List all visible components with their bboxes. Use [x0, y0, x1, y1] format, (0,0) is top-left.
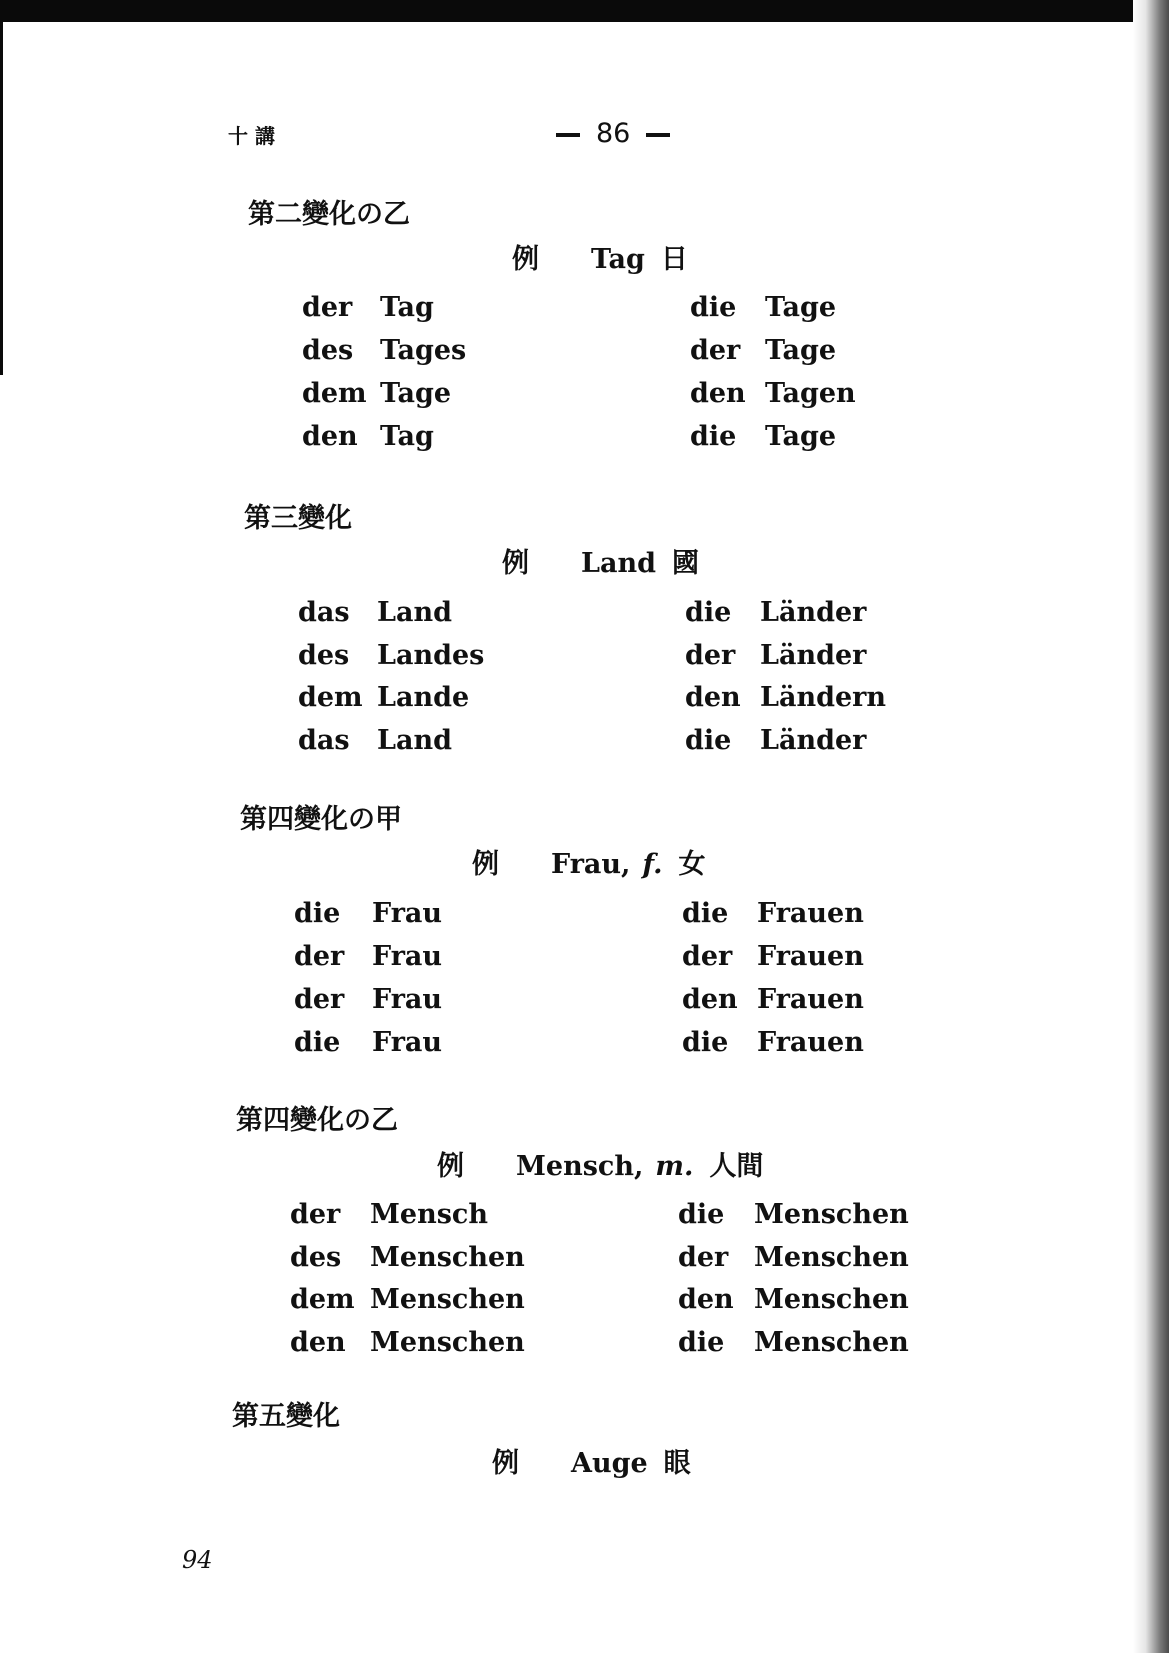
plural-noun: Tagen [765, 378, 856, 409]
plural-noun: Tage [765, 335, 837, 366]
example-word: Tag [591, 244, 645, 275]
singular-article: das [298, 597, 350, 628]
singular-article: dem [298, 682, 363, 713]
singular-noun: Frau [372, 984, 443, 1015]
section-heading: 第四變化の甲 [240, 804, 402, 835]
singular-article: des [298, 640, 350, 671]
dash-left [556, 133, 580, 137]
singular-article: der [294, 984, 345, 1015]
example-meaning: 人間 [709, 1151, 764, 1182]
dash-right [646, 133, 670, 137]
plural-article: die [690, 421, 737, 452]
example-meaning: 眼 [663, 1448, 691, 1479]
plural-noun: Tage [765, 292, 837, 323]
singular-noun: Menschen [370, 1284, 525, 1315]
plural-article: die [685, 725, 732, 756]
plural-noun: Länder [760, 725, 867, 756]
singular-article: des [302, 335, 354, 366]
singular-article: die [294, 1027, 341, 1058]
plural-noun: Menschen [754, 1327, 909, 1358]
plural-article: den [682, 984, 738, 1015]
example-label: 例 [437, 1151, 464, 1182]
singular-noun: Menschen [370, 1242, 525, 1273]
singular-noun: Lande [377, 682, 470, 713]
plural-noun: Frauen [757, 941, 864, 972]
example-meaning: 國 [672, 548, 699, 579]
singular-article: der [302, 292, 353, 323]
plural-article: die [678, 1327, 725, 1358]
plural-article: den [685, 682, 741, 713]
singular-article: der [294, 941, 345, 972]
plural-noun: Tage [765, 421, 837, 452]
singular-noun: Land [377, 725, 452, 756]
example-label: 例 [472, 849, 499, 880]
singular-noun: Frau [372, 898, 443, 929]
section-example [472, 842, 706, 881]
section-heading: 第四變化の乙 [236, 1105, 398, 1136]
plural-noun: Länder [760, 640, 867, 671]
singular-noun: Mensch [370, 1199, 488, 1230]
singular-article: das [298, 725, 350, 756]
page-number [540, 118, 686, 149]
singular-noun: Tages [380, 335, 467, 366]
plural-noun: Ländern [760, 682, 887, 713]
section-example [512, 237, 688, 276]
singular-noun: Frau [372, 941, 443, 972]
singular-noun: Land [377, 597, 452, 628]
plural-noun: Menschen [754, 1199, 909, 1230]
singular-article: den [290, 1327, 346, 1358]
singular-noun: Tage [380, 378, 452, 409]
singular-article: dem [290, 1284, 355, 1315]
plural-noun: Frauen [757, 1027, 864, 1058]
plural-noun: Menschen [754, 1242, 909, 1273]
section-example [437, 1144, 763, 1183]
plural-noun: Frauen [757, 984, 864, 1015]
page-number-text: 86 [596, 118, 631, 149]
singular-noun: Frau [372, 1027, 443, 1058]
example-meaning: 日 [660, 244, 688, 275]
singular-noun: Tag [380, 292, 434, 323]
folio-number: 94 [182, 1546, 213, 1574]
example-label: 例 [502, 548, 529, 579]
example-label: 例 [492, 1448, 519, 1479]
singular-noun: Landes [377, 640, 485, 671]
section-heading: 第三變化 [244, 503, 352, 534]
plural-article: die [685, 597, 732, 628]
plural-article: der [690, 335, 741, 366]
plural-article: den [678, 1284, 734, 1315]
section-heading: 第五變化 [232, 1401, 340, 1432]
example-gender: f. [642, 849, 663, 880]
singular-article: die [294, 898, 341, 929]
example-gender: m. [655, 1151, 694, 1182]
section-heading: 第二變化の乙 [248, 199, 410, 230]
example-word: Auge [571, 1448, 648, 1479]
example-word: Land [581, 548, 656, 579]
singular-noun: Tag [380, 421, 434, 452]
example-word: Mensch, [516, 1151, 644, 1182]
plural-article: den [690, 378, 746, 409]
singular-article: des [290, 1242, 342, 1273]
plural-noun: Länder [760, 597, 867, 628]
plural-article: die [678, 1199, 725, 1230]
example-word: Frau, [551, 849, 631, 880]
plural-article: die [682, 898, 729, 929]
plural-noun: Menschen [754, 1284, 909, 1315]
singular-article: den [302, 421, 358, 452]
plural-article: der [678, 1242, 729, 1273]
plural-article: der [682, 941, 733, 972]
example-label: 例 [512, 244, 539, 275]
singular-article: dem [302, 378, 367, 409]
singular-noun: Menschen [370, 1327, 525, 1358]
section-example [502, 541, 699, 580]
chapter-marker: 十 講 [228, 124, 275, 148]
plural-noun: Frauen [757, 898, 864, 929]
section-example [492, 1441, 691, 1480]
example-meaning: 女 [678, 849, 706, 880]
plural-article: die [682, 1027, 729, 1058]
plural-article: die [690, 292, 737, 323]
singular-article: der [290, 1199, 341, 1230]
plural-article: der [685, 640, 736, 671]
